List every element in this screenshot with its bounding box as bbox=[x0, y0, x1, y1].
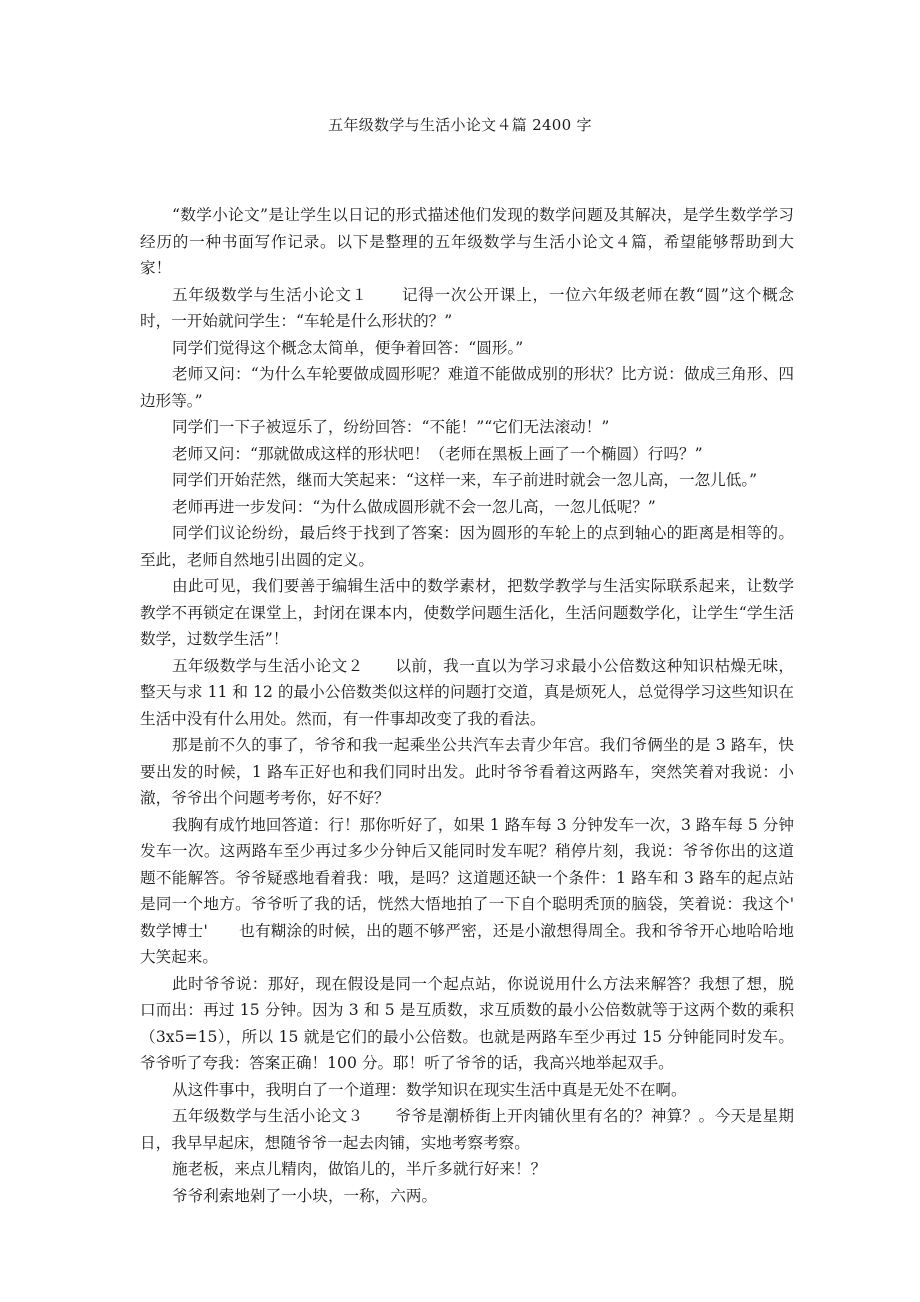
paragraph: 那是前不久的事了，爷爷和我一起乘坐公共汽车去青少年宫。我们爷俩坐的是 3 路车，快要出发的时候，1 路车正好也和我们同时出发。此时爷爷看着这两路车，突然笑着对我说：小澈，爷爷出个问题考考你，好不好？ bbox=[140, 736, 794, 807]
paragraph: 五年级数学与生活小论文１ 记得一次公开课上，一位六年级老师在教“圆”这个概念时，一开始就问学生：“车轮是什么形状的？” bbox=[140, 285, 794, 330]
document-title: 五年级数学与生活小论文４篇 2400 字 bbox=[328, 116, 592, 134]
paragraph: 施老板，来点儿精肉，做馅儿的，半斤多就行好来！？ bbox=[172, 1160, 547, 1178]
paragraph: 从这件事中，我明白了一个道理：数学知识在现实生活中真是无处不在啊。 bbox=[172, 1080, 687, 1099]
paragraph: 五年级数学与生活小论文３ 爷爷是潮桥街上开肉铺伙里有名的？神算？。今天是星期日，我早早起床，想随爷爷一起去肉铺，实地考察考察。 bbox=[140, 1107, 794, 1152]
paragraph: 由此可见，我们要善于编辑生活中的数学素材，把数学教学与生活实际联系起来，让数学教学不再锁定在课堂上，封闭在课本内，使数学问题生活化，生活问题数学化，让学生“学生活数学，过数学生活”！ bbox=[140, 577, 794, 648]
paragraph: 我胸有成竹地回答道：行！那你听好了，如果 1 路车每 3 分钟发车一次，3 路车每 5 分钟发车一次。这两路车至少再过多少分钟后又能同时发车呢？稍停片刻，我说：爷爷你出的这道题不能解答。爷爷疑惑地看着我：哦，是吗？这道题还缺一个条件：1 路车和 3 路车的起点站是同一个地方。爷爷听了我的话，恍然大悟地拍了一下自个聪明秃顶的脑袋，笑着说：我这个' 数学博士' 也有糊涂的时候，出的题不够严密，还是小澈想得周全。我和爷爷开心地哈哈地大笑起来。 bbox=[140, 815, 824, 966]
paragraph: 老师又问：“为什么车轮要做成圆形呢？难道不能做成别的形状？比方说：做成三角形、四边形等。” bbox=[140, 365, 794, 410]
paragraph: 同学们议论纷纷，最后终于找到了答案：因为圆形的车轮上的点到轴心的距离是相等的。至此，老师自然地引出圆的定义。 bbox=[140, 524, 794, 569]
document-body bbox=[140, 202, 824, 1209]
paragraph: 同学们开始茫然，继而大笑起来：“这样一来，车子前进时就会一忽儿高，一忽儿低。” bbox=[172, 471, 758, 489]
paragraph: 老师又问：“那就做成这样的形状吧！（老师在黑板上画了一个椭圆）行吗？” bbox=[172, 444, 703, 463]
paragraph: 同学们觉得这个概念太简单，便争着回答：“圆形。” bbox=[172, 338, 524, 357]
paragraph: 爷爷利索地剁了一小块，一称，六两。 bbox=[172, 1186, 438, 1205]
paragraph: 五年级数学与生活小论文２ 以前，我一直以为学习求最小公倍数这种知识枯燥无味，整天与求 11 和 12 的最小公倍数类似这样的问题打交道，真是烦死人，总觉得学习这些知识在生活中没有什么用处。然而，有一件事却改变了我的看法。 bbox=[140, 656, 794, 728]
paragraph: 同学们一下子被逗乐了，纷纷回答：“不能！”“它们无法滚动！” bbox=[172, 418, 610, 436]
paragraph: “数学小论文”是让学生以日记的形式描述他们发现的数学问题及其解决，是学生数学学习经历的一种书面写作记录。以下是整理的五年级数学与生活小论文４篇，希望能够帮助到大家！ bbox=[140, 206, 794, 277]
paragraph: 老师再进一步发问：“为什么做成圆形就不会一忽儿高，一忽儿低呢？” bbox=[172, 497, 656, 516]
paragraph: 此时爷爷说：那好，现在假设是同一个起点站，你说说用什么方法来解答？我想了想，脱口而出：再过 15 分钟。因为 3 和 5 是互质数，求互质数的最小公倍数就等于这两个数的乘积（3x5=15），所以 15 就是它们的最小公倍数。也就是两路车至少再过 15 分钟能同时发车。爷爷听了夸我：答案正确！100 分。耶！听了爷爷的话，我高兴地举起双手。 bbox=[140, 974, 794, 1072]
